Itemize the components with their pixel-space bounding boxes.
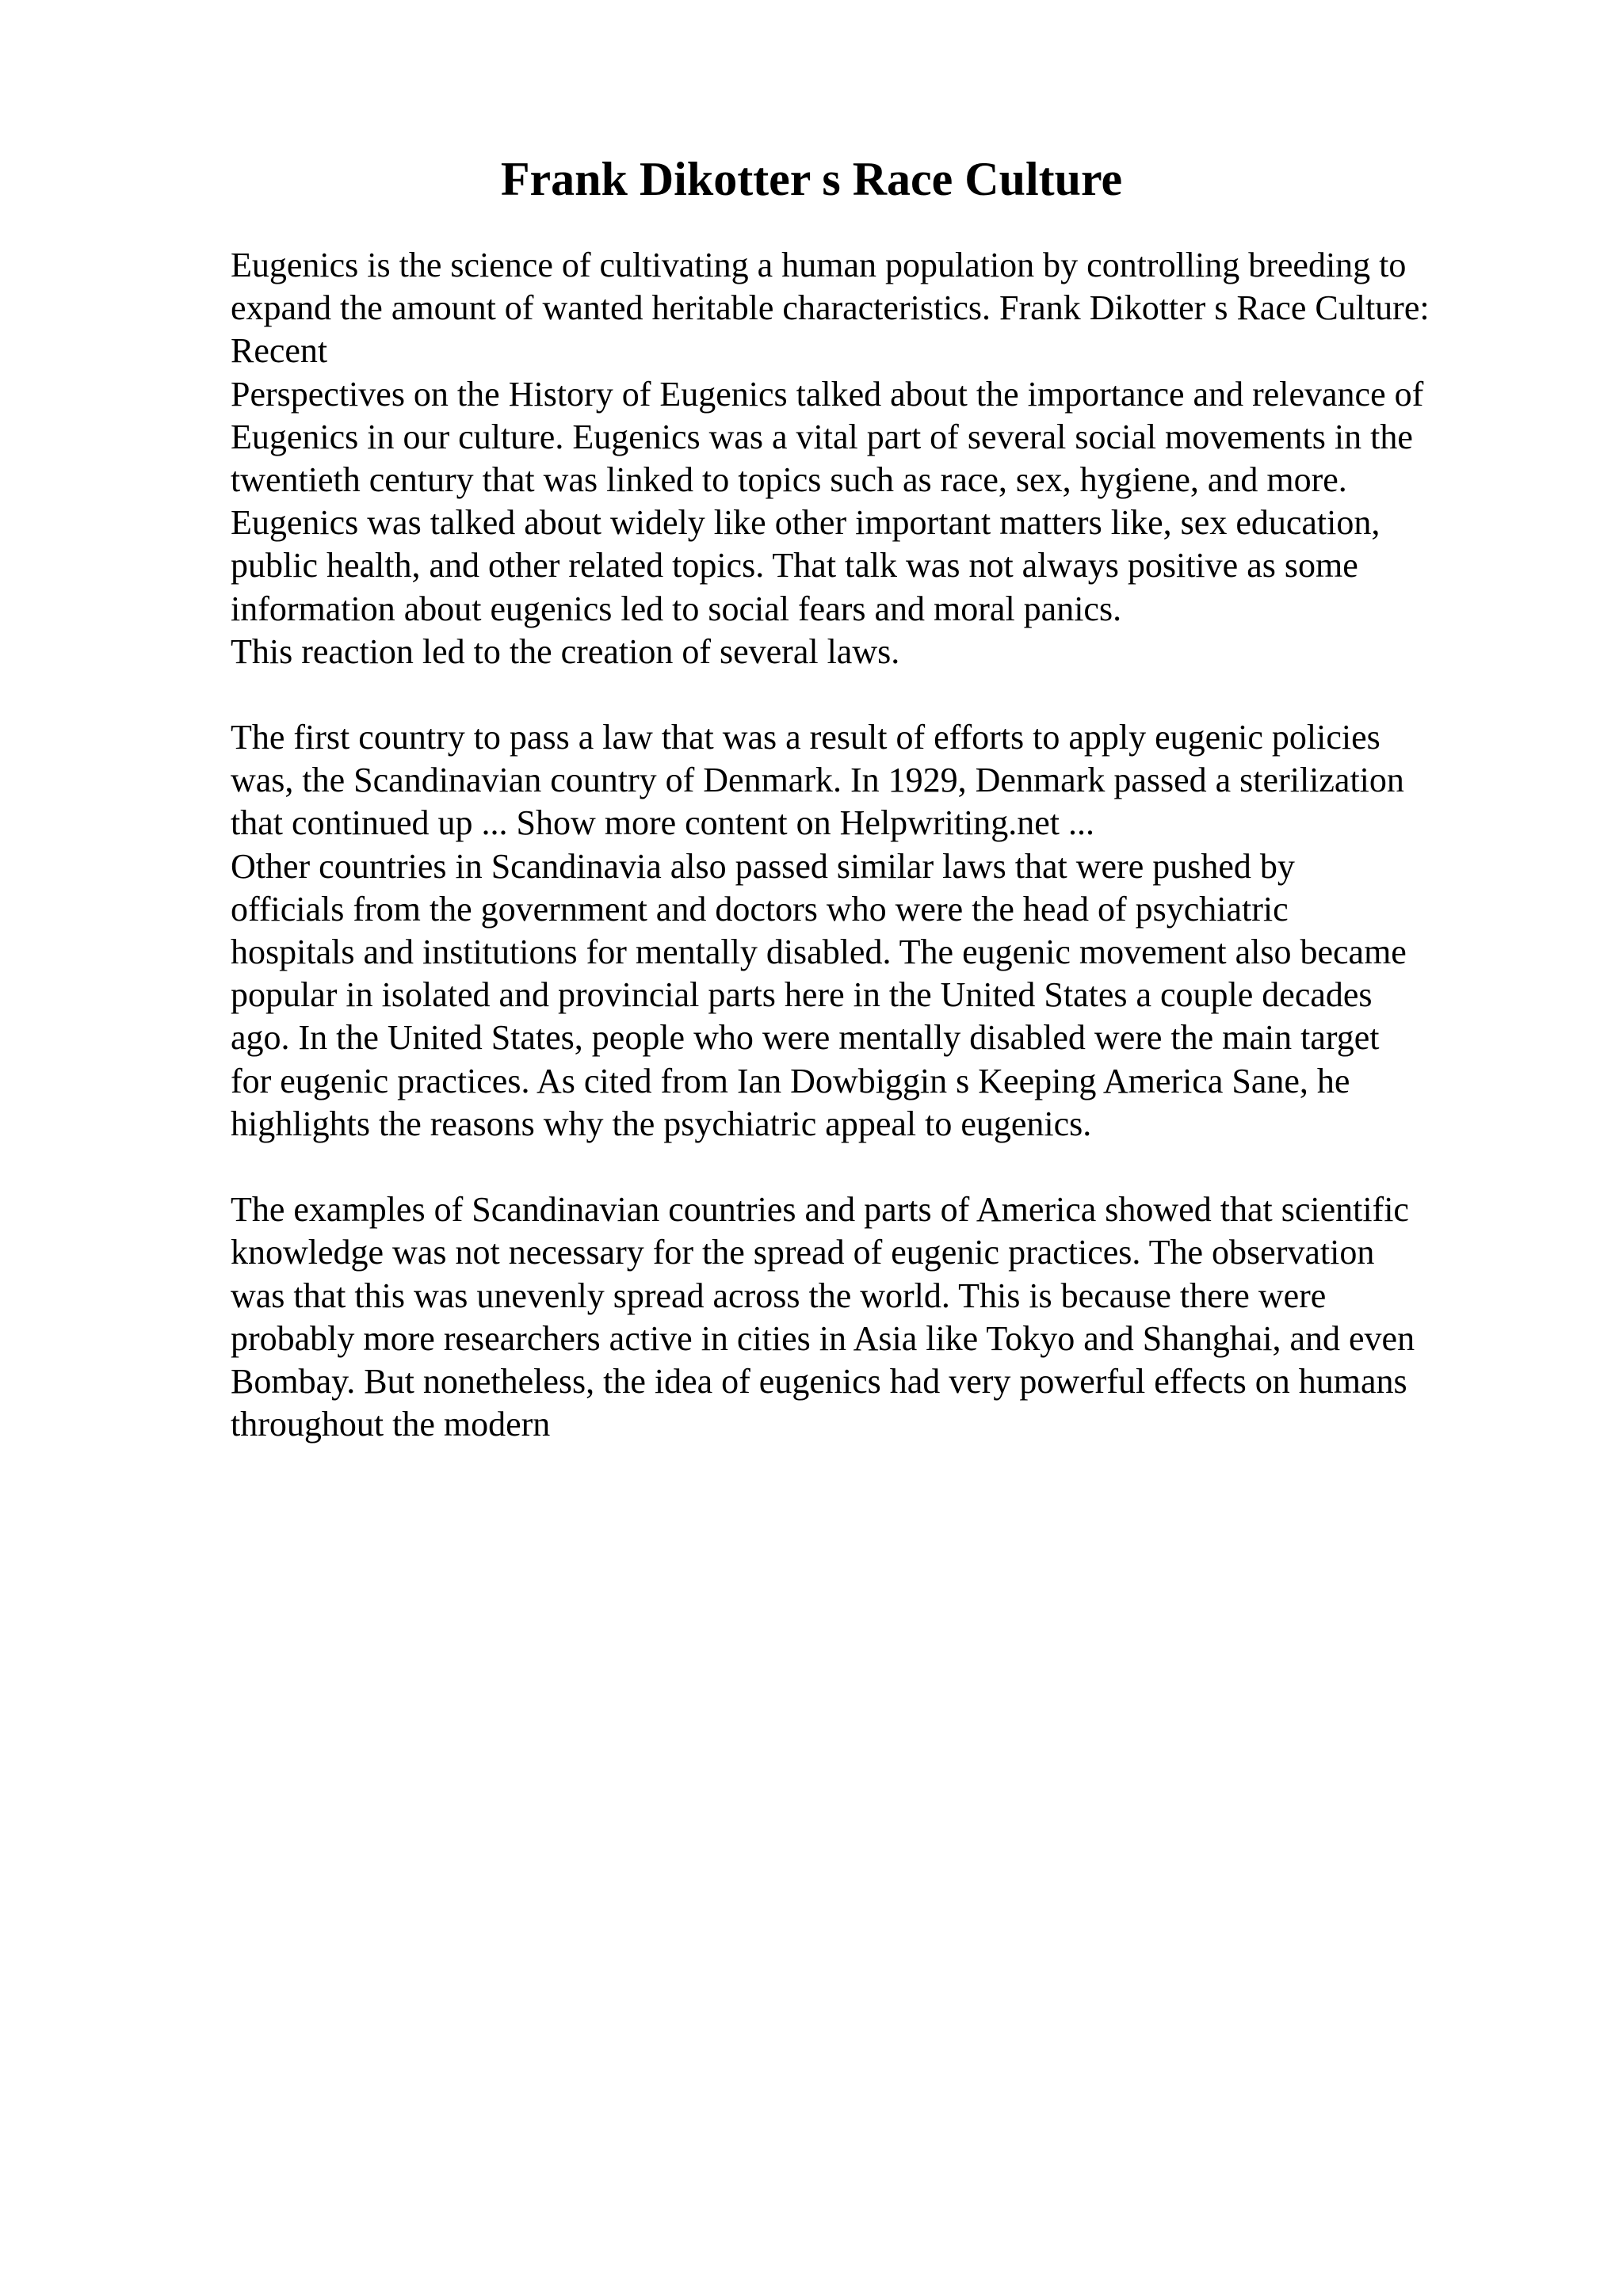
text-line: Perspectives on the History of Eugenics talked about the importance and relevance of	[231, 374, 1424, 414]
paragraph	[231, 716, 1514, 1146]
text-line: for eugenic practices. As cited from Ian Dowbiggin s Keeping America Sane, he	[231, 1061, 1350, 1100]
document-body	[231, 244, 1514, 1446]
paragraph-gap	[231, 1146, 1514, 1188]
paragraph	[231, 244, 1514, 673]
text-line: highlights the reasons why the psychiatric appeal to eugenics.	[231, 1104, 1092, 1143]
text-line: Other countries in Scandinavia also passed similar laws that were pushed by	[231, 846, 1295, 886]
text-line: that continued up ... Show more content on Helpwriting.net ...	[231, 803, 1095, 843]
text-line: officials from the government and doctors who were the head of psychiatric	[231, 889, 1289, 929]
paragraph-gap	[231, 673, 1514, 716]
text-line: popular in isolated and provincial parts here in the United States a couple decades	[231, 975, 1373, 1015]
text-line: Eugenics is the science of cultivating a human population by controlling breeding to	[231, 246, 1407, 284]
text-line: was that this was unevenly spread across the world. This is because there were	[231, 1276, 1327, 1315]
text-line: probably more researchers active in cities in Asia like Tokyo and Shanghai, and even	[231, 1318, 1415, 1358]
document-title: Frank Dikotter s Race Culture	[500, 153, 1123, 205]
text-line: Eugenics was talked about widely like other important matters like, sex education,	[231, 503, 1381, 543]
text-line: Bombay. But nonetheless, the idea of eugenics had very powerful effects on humans	[231, 1361, 1407, 1401]
paragraph	[231, 1188, 1514, 1446]
text-line: public health, and other related topics. That talk was not always positive as some	[231, 546, 1358, 585]
text-line: Eugenics in our culture. Eugenics was a vital part of several social movements in the	[231, 417, 1413, 456]
text-line: twentieth century that was linked to topics such as race, sex, hygiene, and more.	[231, 460, 1347, 499]
text-line: hospitals and institutions for mentally disabled. The eugenic movement also became	[231, 933, 1407, 971]
text-line: knowledge was not necessary for the spread of eugenic practices. The observation	[231, 1233, 1375, 1272]
text-line: The first country to pass a law that was a result of efforts to apply eugenic policies	[231, 718, 1381, 757]
text-line: Recent	[231, 331, 328, 371]
text-line: information about eugenics led to social fears and moral panics.	[231, 589, 1122, 628]
text-line: ago. In the United States, people who were mentally disabled were the main target	[231, 1018, 1380, 1058]
text-line: expand the amount of wanted heritable characteristics. Frank Dikotter s Race Culture:	[231, 288, 1430, 328]
text-line: The examples of Scandinavian countries and parts of America showed that scientific	[231, 1190, 1409, 1230]
text-line: This reaction led to the creation of several laws.	[231, 631, 900, 671]
text-line: throughout the modern	[231, 1405, 551, 1444]
text-line: was, the Scandinavian country of Denmark. In 1929, Denmark passed a sterilization	[231, 761, 1404, 800]
